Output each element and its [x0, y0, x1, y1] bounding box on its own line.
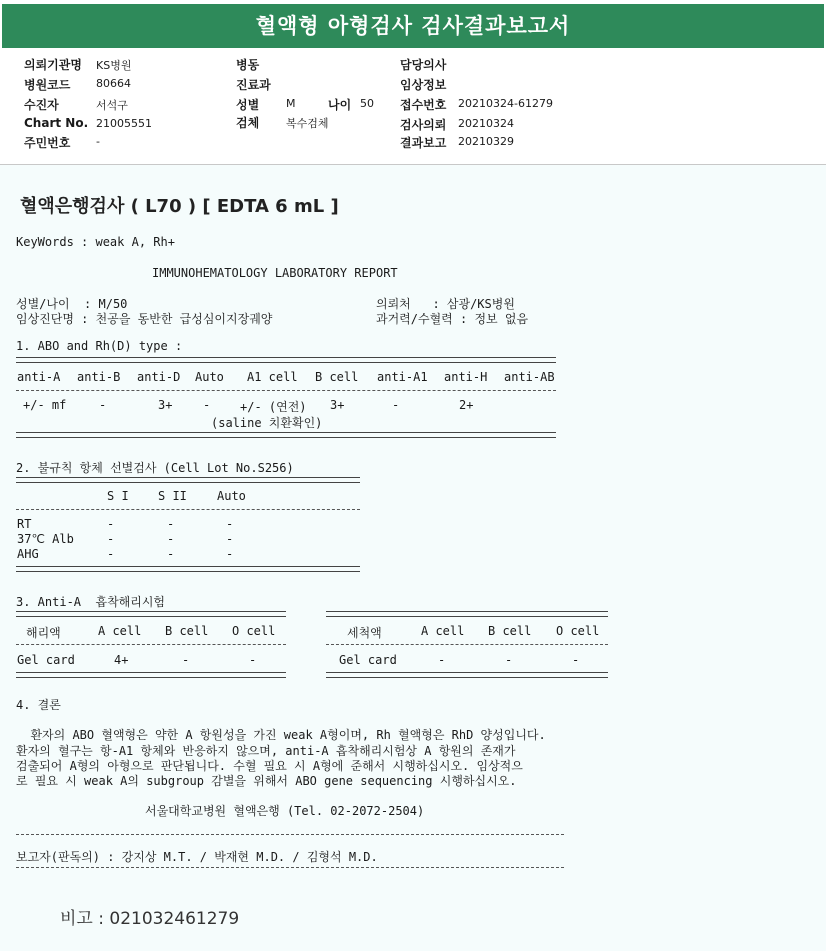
sex-age: 성별/나이 : M/50 — [16, 297, 128, 311]
conclusion-line: 환자의 혈구는 항-A1 항체와 반응하지 않으며, anti-A 흡착해리시험상 A 항원의 존재가 — [16, 744, 516, 758]
patient-value: 서석구 — [96, 99, 128, 112]
receipt-label: 접수번호 — [400, 98, 447, 112]
hospital-label: 의뢰기관명 — [24, 58, 82, 72]
specimen-value: 복수검체 — [286, 117, 329, 130]
screen-value: - — [167, 517, 175, 531]
screen-value: - — [167, 547, 175, 561]
abo-header: anti-A — [17, 370, 61, 384]
abo-value: +/- mf — [23, 398, 67, 412]
screen-value: - — [107, 532, 115, 546]
id-label: 주민번호 — [24, 136, 71, 150]
abo-value: 3+ — [330, 398, 345, 412]
chart-label: Chart No. — [24, 116, 89, 130]
dept-label: 진료과 — [236, 78, 271, 92]
conclusion-line: 로 필요 시 weak A의 subgroup 감별을 위해서 ABO gene sequencing 시행하십시오. — [16, 774, 517, 788]
elution-value: Gel card — [17, 653, 75, 667]
code-value: 80664 — [96, 77, 131, 90]
receipt-value: 20210324-61279 — [458, 97, 553, 110]
abo-value: 3+ — [158, 398, 173, 412]
wash-header: 세척액 — [347, 626, 382, 640]
section4-title: 4. 결론 — [16, 698, 61, 712]
single-rule — [16, 509, 360, 510]
abo-header: B cell — [315, 370, 359, 384]
conclusion-line: 환자의 ABO 혈액형은 약한 A 항원성을 가진 weak A형이며, Rh 혈액형은 RhD 양성입니다. — [16, 728, 546, 742]
blood-bank-contact: 서울대학교병원 혈액은행 (Tel. 02-2072-2504) — [145, 804, 425, 818]
abo-value: +/- (연전) — [240, 400, 307, 414]
wash-value: - — [572, 653, 580, 667]
section2-title: 2. 불규칙 항체 선별검사 (Cell Lot No.S256) — [16, 461, 294, 475]
screen-header: S II — [158, 489, 187, 503]
lab-title: IMMUNOHEMATOLOGY LABORATORY REPORT — [152, 266, 398, 280]
report-title: 혈액은행검사 ( L70 ) [ EDTA 6 mL ] — [20, 196, 339, 217]
doctor-label: 담당의사 — [400, 58, 447, 72]
single-rule — [326, 644, 608, 645]
report-date-label: 결과보고 — [400, 136, 447, 150]
request-label: 검사의뢰 — [400, 118, 447, 132]
double-rule — [16, 566, 360, 572]
elution-value: 4+ — [114, 653, 129, 667]
screen-value: - — [167, 532, 175, 546]
double-rule — [326, 672, 608, 678]
reporters: 보고자(판독의) : 강지상 M.T. / 박재현 M.D. / 김형석 M.D. — [16, 850, 378, 864]
abo-header: anti-B — [77, 370, 121, 384]
age-value: 50 — [360, 97, 374, 110]
code-label: 병원코드 — [24, 78, 71, 92]
wash-header: O cell — [556, 624, 600, 638]
clinical-label: 임상정보 — [400, 78, 447, 92]
section3-title: 3. Anti-A 흡착해리시험 — [16, 595, 166, 609]
wash-value: - — [438, 653, 446, 667]
remark: 비고 : 021032461279 — [60, 909, 240, 929]
abo-value: - — [203, 398, 211, 412]
patient-header — [0, 48, 826, 164]
screen-value: - — [107, 517, 115, 531]
chart-value: 21005551 — [96, 117, 152, 130]
screen-value: - — [226, 517, 234, 531]
single-rule — [16, 867, 564, 868]
elution-header: 해리액 — [26, 626, 61, 640]
abo-header: A1 cell — [247, 370, 298, 384]
sex-value: M — [286, 97, 296, 110]
section1-title: 1. ABO and Rh(D) type : — [16, 339, 183, 353]
keywords: KeyWords : weak A, Rh+ — [16, 235, 175, 249]
single-rule — [16, 834, 564, 835]
elution-value: - — [182, 653, 190, 667]
specimen-label: 검체 — [236, 116, 260, 130]
age-label: 나이 — [328, 98, 352, 112]
report-banner: 혈액형 아형검사 검사결과보고서 — [2, 4, 824, 48]
abo-header: anti-AB — [504, 370, 555, 384]
double-rule — [326, 611, 608, 617]
single-rule — [16, 644, 286, 645]
abo-header: anti-H — [444, 370, 488, 384]
wash-value: Gel card — [339, 653, 397, 667]
referrer: 의뢰처 : 삼광/KS병원 — [376, 297, 515, 311]
abo-value: 2+ — [459, 398, 474, 412]
conclusion-line: 검출되어 A형의 아형으로 판단됩니다. 수혈 필요 시 A형에 준해서 시행하십시오. 임상적으 — [16, 759, 523, 773]
screen-value: - — [226, 547, 234, 561]
screen-value: - — [226, 532, 234, 546]
abo-header: anti-D — [137, 370, 181, 384]
report-date-value: 20210329 — [458, 135, 514, 148]
request-value: 20210324 — [458, 117, 514, 130]
abo-value: - — [392, 398, 400, 412]
screen-header: S I — [107, 489, 129, 503]
abo-note: (saline 치환확인) — [211, 416, 323, 430]
screen-row-label: 37℃ Alb — [17, 532, 74, 546]
elution-header: A cell — [98, 624, 142, 638]
double-rule — [16, 672, 286, 678]
double-rule — [16, 477, 360, 483]
single-rule — [16, 390, 556, 391]
sex-label: 성별 — [236, 98, 260, 112]
history: 과거력/수혈력 : 정보 없음 — [376, 312, 529, 326]
screen-row-label: RT — [17, 517, 32, 531]
double-rule — [16, 357, 556, 363]
hospital-value: KS병원 — [96, 59, 132, 72]
elution-header: B cell — [165, 624, 209, 638]
abo-value: - — [99, 398, 107, 412]
screen-value: - — [107, 547, 115, 561]
abo-header: Auto — [195, 370, 224, 384]
elution-header: O cell — [232, 624, 276, 638]
id-value: - — [96, 135, 100, 148]
elution-value: - — [249, 653, 257, 667]
screen-header: Auto — [217, 489, 246, 503]
diagnosis: 임상진단명 : 천공을 동반한 급성심이지장궤양 — [16, 312, 273, 326]
patient-label: 수진자 — [24, 98, 59, 112]
abo-header: anti-A1 — [377, 370, 428, 384]
wash-value: - — [505, 653, 513, 667]
double-rule — [16, 432, 556, 438]
wash-header: A cell — [421, 624, 465, 638]
ward-label: 병동 — [236, 58, 260, 72]
wash-header: B cell — [488, 624, 532, 638]
screen-row-label: AHG — [17, 547, 39, 561]
double-rule — [16, 611, 286, 617]
